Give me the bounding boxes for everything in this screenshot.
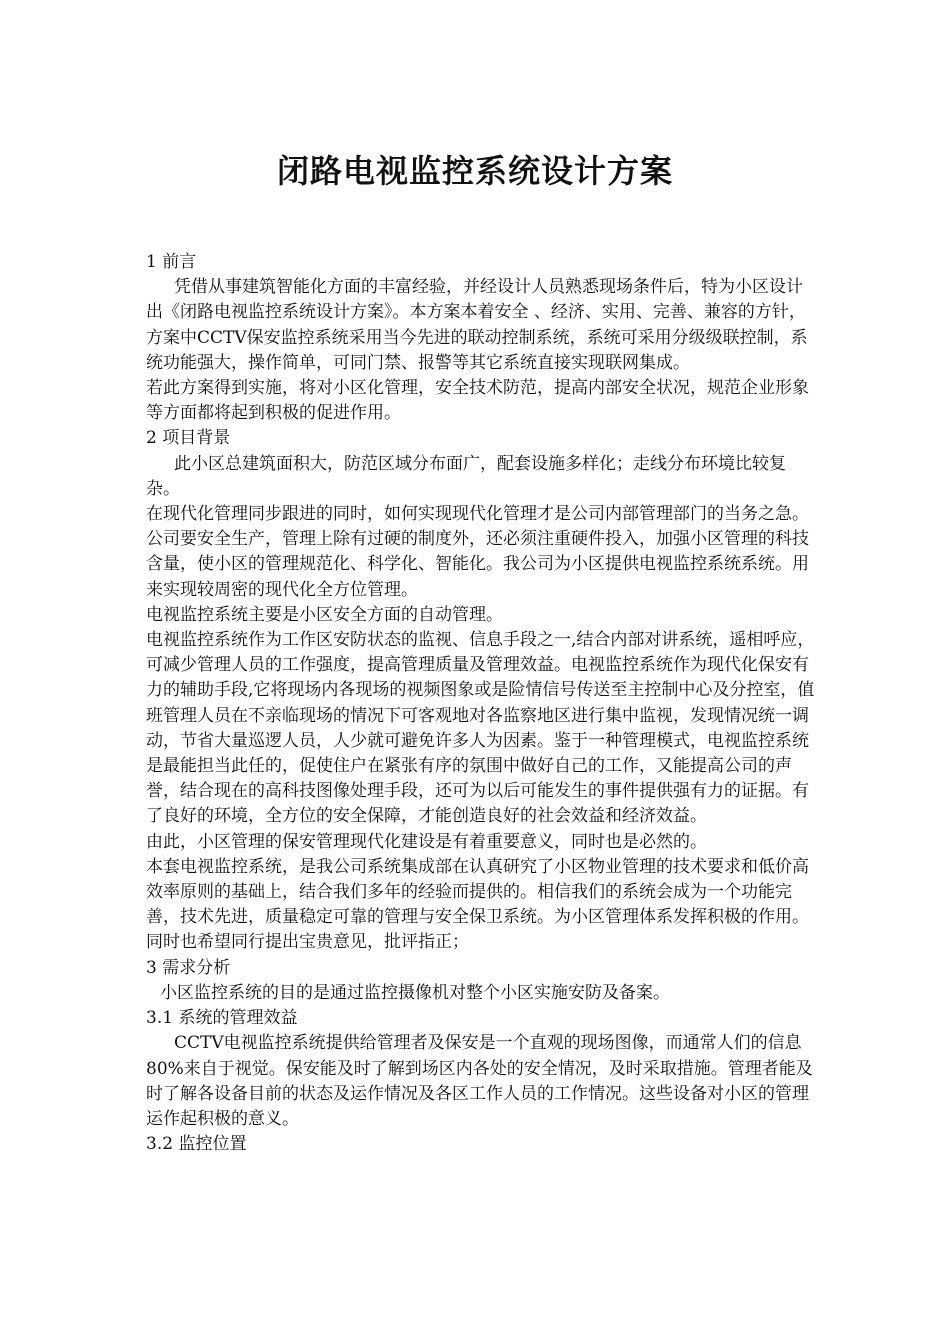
section-heading: 1 前言 <box>146 252 197 272</box>
document-title: 闭路电视监控系统设计方案 <box>276 152 673 191</box>
paragraph: 电视监控系统主要是小区安全方面的自动管理。 <box>146 604 503 625</box>
subsection-heading: 3.1 系统的管理效益 <box>146 1008 298 1029</box>
paragraph: 此小区总建筑面积大，防范区域分布面广，配套设施多样化；走线分布环境比较复杂。 <box>146 453 786 499</box>
paragraph: 电视监控系统作为工作区安防状态的监视、信息手段之一,结合内部对讲系统，遥相呼应，可减少管理人员的工作强度，提高管理质量及管理效益。电视监控系统作为现代化保安有力的辅助手段,它将现场内各现场的视频图象或是险情信号传送至主控制中心及分控室，值班管理人员在不亲临现场的情况下可客观地对各监察地区进行集中监视，发现情况统一调动，节省大量巡逻人员，人少就可避免许多人为因素。鉴于一种管理模式，电视监控系统是最能担当此任的，促使住户在紧张有序的氛围中做好自己的工作，又能提高公司的声誉，结合现在的高科技图像处理手段，还可为以后可能发生的事件提供强有力的证据。有了良好的环境，全方位的安全保障，才能创造良好的社会效益和经济效益。 <box>146 630 815 827</box>
paragraph: CCTV电视监控系统提供给管理者及保安是一个直观的现场图像，而通常人们的信息80%来自于视觉。保安能及时了解到场区内各处的安全情况，及时采取措施。管理者能及时了解各设备目前的状态及运作情况及各区工作人员的工作情况。这些设备对小区的管理运作起积极的意义。 <box>146 1033 813 1129</box>
paragraph: 若此方案得到实施，将对小区化管理，安全技术防范，提高内部安全状况，规范企业形象等方面都将起到积极的促进作用。 <box>146 378 809 424</box>
paragraph: 在现代化管理同步跟进的同时，如何实现现代化管理才是公司内部管理部门的当务之急。公司要安全生产，管理上除有过硬的制度外，还必须注重硬件投入，加强小区管理的科技含量，使小区的管理规范化、科学化、智能化。我公司为小区提供电视监控系统系统。用来实现较周密的现代化全方位管理。 <box>146 504 809 600</box>
paragraph: 本套电视监控系统，是我公司系统集成部在认真研究了小区物业管理的技术要求和低价高效率原则的基础上，结合我们多年的经验而提供的。相信我们的系统会成为一个功能完善，技术先进，质量稳定可靠的管理与安全保卫系统。为小区管理体系发挥积极的作用。同时也希望同行提出宝贵意见，批评指正； <box>146 856 809 953</box>
paragraph: 凭借从事建筑智能化方面的丰富经验，并经设计人员熟悉现场条件后，特为小区设计出《闭路电视监控系统设计方案》。本方案本着安全 、经济、实用、完善、兼容的方针，方案中CCTV保安监控系统采用当今先进的联动控制系统，系统可采用分级级联控制，系统功能强大，操作简单，可同门禁、报警等其它系统直接实现联网集成。 <box>146 277 808 373</box>
subsection-heading: 3.2 监控位置 <box>146 1134 247 1155</box>
section-heading: 3 需求分析 <box>146 957 231 978</box>
paragraph: 小区监控系统的目的是通过监控摄像机对整个小区实施安防及备案。 <box>160 982 670 1003</box>
section-heading: 2 项目背景 <box>146 428 231 449</box>
paragraph: 由此，小区管理的保安管理现代化建设是有着重要意义，同时也是必然的。 <box>146 831 707 852</box>
document-body <box>146 250 818 1157</box>
